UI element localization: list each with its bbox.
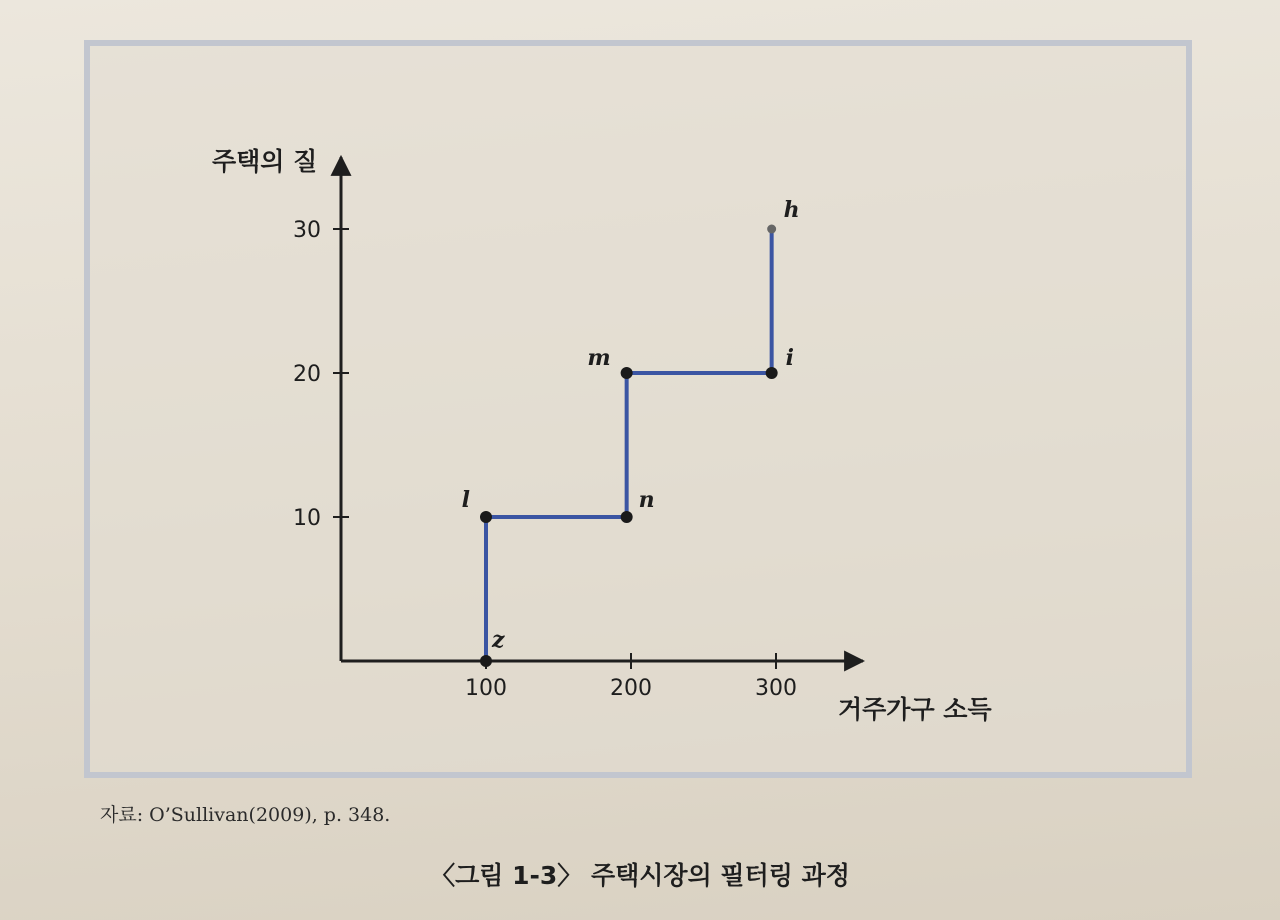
x-tick-label: 200 [610, 676, 652, 701]
point-label-i: i [785, 345, 795, 371]
point-label-h: h [783, 197, 800, 223]
x-tick-label: 100 [465, 676, 507, 701]
y-axis-title: 주택의 질 [212, 147, 318, 176]
point-m [621, 367, 633, 379]
point-n [621, 511, 633, 523]
point-l [480, 511, 492, 523]
point-z [480, 655, 492, 667]
point-h [767, 225, 776, 234]
figure-caption: 〈그림 1-3〉 주택시장의 필터링 과정 [430, 861, 850, 890]
point-i [766, 367, 778, 379]
point-label-m: m [587, 345, 611, 371]
y-tick-label: 10 [293, 506, 321, 531]
point-label-z: z [492, 627, 505, 653]
x-axis-title: 거주가구 소득 [838, 695, 992, 724]
x-tick-label: 300 [755, 676, 797, 701]
y-tick-label: 30 [293, 218, 321, 243]
point-label-n: n [638, 487, 655, 513]
source-note: 자료: O’Sullivan(2009), p. 348. [100, 804, 391, 826]
y-tick-label: 20 [293, 362, 321, 387]
point-label-l: l [461, 487, 470, 513]
